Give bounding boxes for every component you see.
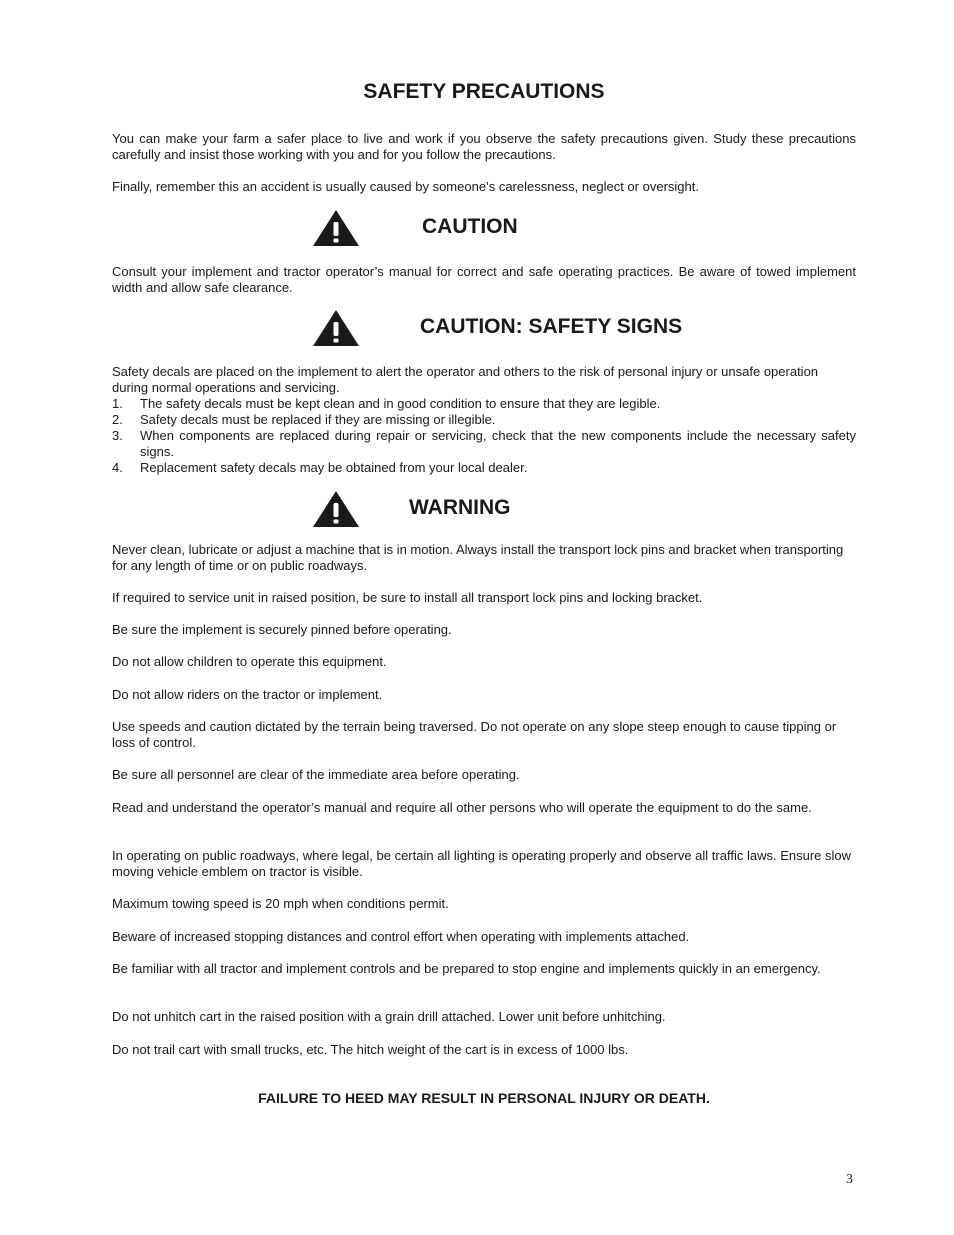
list-text: When components are replaced during repair or servicing, check that the new components include the necessary safety signs. [140,428,856,459]
warning-triangle-icon [313,491,359,527]
intro-paragraph: You can make your farm a safer place to live and work if you observe the safety precautions given. Study these precautions carefully and insist those working with you and for you follow the precautions. [112,131,856,162]
safety-signs-heading: CAUTION: SAFETY SIGNS [420,315,683,338]
safety-signs-intro: Safety decals are placed on the implement to alert the operator and others to the risk of personal injury or unsafe operation during normal operations and servicing. [112,364,819,395]
list-item [112,428,856,460]
caution-text: Consult your implement and tractor operator’s manual for correct and safe operating practices. Be aware of towed implement width and allow safe clearance. [112,264,856,295]
warning-triangle-icon [313,310,359,346]
warning-paragraph: Never clean, lubricate or adjust a machine that is in motion. Always install the transport lock pins and bracket when transporting for any length of time or on public roadways. [112,542,844,573]
warning-paragraph: Use speeds and caution dictated by the terrain being traversed. Do not operate on any slope steep enough to cause tipping or loss of control. [112,719,837,750]
list-number: 2. [112,412,123,427]
list-item [112,412,856,428]
warning-paragraph: Do not allow children to operate this equipment. [112,654,387,669]
list-text: Replacement safety decals may be obtained from your local dealer. [140,460,528,475]
list-text: The safety decals must be kept clean and in good condition to ensure that they are legible. [140,396,661,411]
warning-paragraph: Read and understand the operator’s manual and require all other persons who will operate the equipment to do the same. [112,800,812,815]
warning-paragraph: Be sure all personnel are clear of the immediate area before operating. [112,767,520,782]
page-number: 3 [846,1172,853,1187]
list-item [112,396,856,412]
page-title: SAFETY PRECAUTIONS [363,80,605,103]
warning-paragraph: Be familiar with all tractor and implement controls and be prepared to stop engine and implements quickly in an emergency. [112,961,821,976]
warning-paragraph: Do not unhitch cart in the raised position with a grain drill attached. Lower unit before unhitching. [112,1009,666,1024]
warning-paragraph: Be sure the implement is securely pinned before operating. [112,622,452,637]
list-text: Safety decals must be replaced if they are missing or illegible. [140,412,496,427]
warning-heading-row [0,491,954,531]
safety-signs-heading-row [0,310,954,350]
warning-heading: WARNING [409,496,511,519]
caution-heading: CAUTION [422,215,518,238]
list-item [112,460,856,476]
warning-paragraph: Beware of increased stopping distances and control effort when operating with implements attached. [112,929,690,944]
intro-paragraph: Finally, remember this an accident is usually caused by someone’s carelessness, neglect or oversight. [112,179,699,194]
warning-paragraph: Maximum towing speed is 20 mph when conditions permit. [112,896,449,911]
warning-paragraph: If required to service unit in raised position, be sure to install all transport lock pins and locking bracket. [112,590,703,605]
list-number: 1. [112,396,123,411]
warning-paragraph: Do not allow riders on the tractor or implement. [112,687,383,702]
warning-paragraph: Do not trail cart with small trucks, etc. The hitch weight of the cart is in excess of 1000 lbs. [112,1042,629,1057]
warning-triangle-icon [313,210,359,246]
list-number: 3. [112,428,123,443]
caution-heading-row [0,210,954,250]
warning-paragraph: In operating on public roadways, where legal, be certain all lighting is operating properly and observe all traffic laws. Ensure slow moving vehicle emblem on tractor is visible. [112,848,852,879]
footer-warning: FAILURE TO HEED MAY RESULT IN PERSONAL INJURY OR DEATH. [258,1090,710,1106]
list-number: 4. [112,460,123,475]
safety-signs-list [112,396,856,476]
